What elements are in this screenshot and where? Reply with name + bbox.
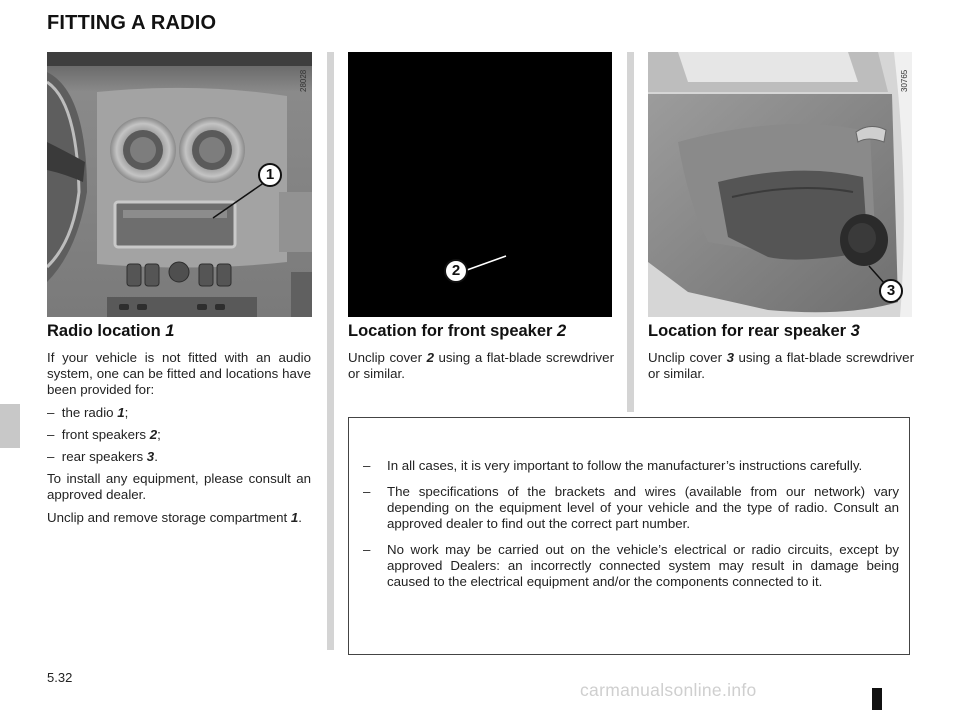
chapter-tab (0, 404, 20, 448)
front-speaker-section (348, 322, 614, 389)
callout-2: 2 (444, 259, 468, 283)
watermark: carmanualsonline.info (580, 680, 757, 700)
note-item: – The specifications of the brackets and wires (available from our network) vary depending on the equipment level of your vehicle and the type of radio. Consult an approved dealer to find out the correct part number. (363, 484, 899, 531)
section-body (648, 350, 914, 382)
note-list (363, 458, 899, 600)
note-item: – No work may be carried out on the vehicle’s electrical or radio circuits, except by approved Dealers: an incorrectly connected system may result in damage being caused to the electrical equipment and/or the components connected to it. (363, 542, 899, 589)
unclip-paragraph: Unclip and remove storage compartment 1. (47, 510, 302, 525)
list-item: – rear speakers 3. (47, 449, 158, 464)
front-paragraph: Unclip cover 2 using a flat-blade screwdriver or similar. (348, 350, 614, 381)
rear-paragraph: Unclip cover 3 using a flat-blade screwdriver or similar. (648, 350, 914, 381)
note-item: – In all cases, it is very important to follow the manufacturer’s instructions carefully. (363, 458, 863, 473)
front-speaker-illustration (348, 52, 612, 317)
section-heading: Radio location 1 (47, 322, 175, 340)
callout-1: 1 (258, 163, 282, 187)
rear-speaker-section (648, 322, 914, 389)
front-speaker-figure (348, 52, 612, 317)
section-body (47, 350, 311, 526)
list-item: – front speakers 2; (47, 427, 161, 442)
column-divider-right (627, 52, 634, 412)
figure-code: 30765 (900, 69, 909, 92)
note-box (348, 417, 910, 655)
section-body (348, 350, 614, 382)
door-illustration (648, 52, 912, 317)
callout-3: 3 (879, 279, 903, 303)
rear-speaker-figure (648, 52, 912, 317)
dealer-paragraph: To install any equipment, please consult an approved dealer. (47, 471, 311, 502)
column-divider-left (327, 52, 334, 650)
list-item: – the radio 1; (47, 405, 129, 420)
intro-paragraph: If your vehicle is not fitted with an audio system, one can be fitted and locations have been provided for: (47, 350, 311, 397)
section-heading: Location for rear speaker 3 (648, 322, 860, 340)
radio-location-section (47, 322, 311, 533)
radio-location-figure (47, 52, 312, 317)
section-heading: Location for front speaker 2 (348, 322, 567, 340)
page-number: 5.32 (47, 670, 73, 685)
corner-mark (872, 688, 882, 710)
page-title: FITTING A RADIO (47, 12, 217, 34)
figure-code: 28028 (299, 69, 308, 92)
